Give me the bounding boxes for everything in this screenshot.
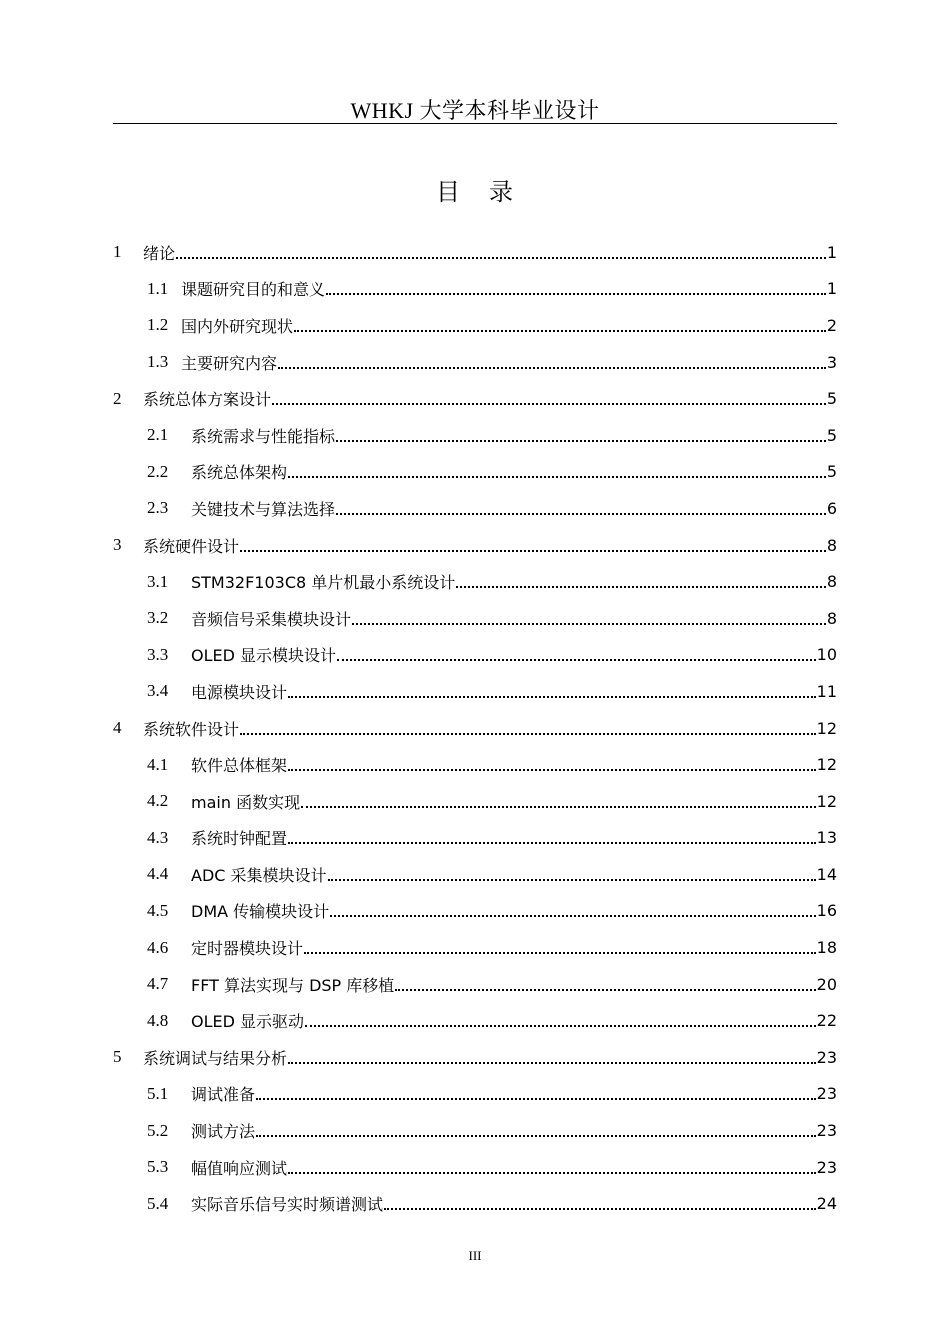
- dot-leader: [337, 658, 816, 661]
- toc-entry[interactable]: [113, 637, 837, 674]
- toc-entry-number: 1.3: [147, 352, 169, 372]
- toc-entry-page: 24: [816, 1194, 837, 1214]
- toc-entry[interactable]: [113, 1076, 837, 1113]
- toc-entry-title: 系统调试与结果分析: [143, 1048, 288, 1068]
- toc-entry-number: 4.3: [147, 827, 169, 847]
- toc-entry[interactable]: [113, 856, 837, 893]
- dot-leader: [336, 439, 826, 442]
- dot-leader: [288, 1171, 816, 1174]
- toc-entry-page: 6: [826, 498, 837, 518]
- toc-entry-number: 3.3: [147, 644, 169, 664]
- toc-entry-title: 定时器模块设计: [191, 939, 304, 959]
- toc-title-char-2: 录: [489, 178, 514, 206]
- toc-entry-title: 软件总体框架: [191, 756, 288, 776]
- toc-entry[interactable]: [113, 527, 837, 564]
- toc-entry[interactable]: [113, 307, 837, 344]
- toc-entry-title: 电源模块设计: [191, 682, 288, 702]
- dot-leader: [256, 1134, 816, 1137]
- toc-entry[interactable]: [113, 1149, 837, 1186]
- toc-entry-page: 5: [826, 389, 837, 409]
- toc-entry-title: STM32F103C8 单片机最小系统设计: [191, 573, 456, 593]
- toc-entry-page: 12: [816, 755, 837, 775]
- toc-entry[interactable]: [113, 1112, 837, 1149]
- toc-entry[interactable]: [113, 1185, 837, 1222]
- toc-entry-page: 20: [816, 974, 837, 994]
- toc-entry-page: 13: [816, 828, 837, 848]
- dot-leader: [240, 549, 826, 552]
- toc-entry-title: DMA 传输模块设计: [191, 902, 330, 922]
- toc-entry-number: 3: [113, 535, 122, 555]
- toc-entry-number: 5: [113, 1047, 122, 1067]
- toc-entry-title: 幅值响应测试: [191, 1158, 288, 1178]
- toc-entry[interactable]: [113, 1002, 837, 1039]
- toc-entry-title: 绪论: [143, 243, 176, 263]
- toc-entry[interactable]: [113, 344, 837, 381]
- toc-entry-number: 2.3: [147, 498, 169, 518]
- dot-leader: [336, 512, 826, 515]
- table-of-contents: [113, 234, 837, 1222]
- toc-entry-page: 14: [816, 864, 837, 884]
- toc-entry-number: 1: [113, 242, 122, 262]
- dot-leader: [288, 841, 816, 844]
- toc-entry[interactable]: [113, 1039, 837, 1076]
- toc-entry[interactable]: [113, 783, 837, 820]
- toc-entry-number: 1.2: [147, 315, 169, 335]
- toc-entry-page: 8: [826, 572, 837, 592]
- toc-entry[interactable]: [113, 490, 837, 527]
- toc-entry[interactable]: [113, 380, 837, 417]
- toc-entry-page: 8: [826, 608, 837, 628]
- toc-entry[interactable]: [113, 820, 837, 857]
- toc-entry-page: 11: [816, 681, 837, 701]
- toc-entry-title: OLED 显示模块设计: [191, 646, 337, 666]
- dot-leader: [288, 1061, 816, 1064]
- dot-leader: [330, 914, 815, 917]
- dot-leader: [384, 1207, 816, 1210]
- toc-entry-title: 关键技术与算法选择: [191, 499, 336, 519]
- toc-entry-number: 4.4: [147, 864, 169, 884]
- toc-entry-page: 8: [826, 535, 837, 555]
- toc-entry-number: 3.2: [147, 608, 169, 628]
- document-header-title: WHKJ 大学本科毕业设计: [350, 98, 600, 123]
- toc-entry-number: 4.1: [147, 754, 169, 774]
- toc-entry-page: 18: [816, 938, 837, 958]
- dot-leader: [304, 951, 816, 954]
- toc-entry[interactable]: [113, 746, 837, 783]
- toc-entry-page: 10: [816, 645, 837, 665]
- dot-leader: [395, 988, 815, 991]
- toc-entry-number: 1.1: [147, 278, 169, 298]
- toc-entry-number: 5.2: [147, 1120, 169, 1140]
- dot-leader: [288, 475, 826, 478]
- dot-leader: [352, 622, 826, 625]
- toc-entry-title: OLED 显示驱动: [191, 1012, 305, 1032]
- dot-leader: [301, 805, 816, 808]
- toc-entry-title: main 函数实现: [191, 792, 301, 812]
- dot-leader: [272, 402, 826, 405]
- dot-leader: [456, 585, 826, 588]
- dot-leader: [176, 256, 826, 259]
- toc-entry-title: 主要研究内容: [181, 353, 278, 373]
- dot-leader: [328, 878, 816, 881]
- toc-entry-number: 3.4: [147, 681, 169, 701]
- toc-entry-title: 课题研究目的和意义: [181, 280, 326, 300]
- toc-entry-number: 4.6: [147, 937, 169, 957]
- dot-leader: [278, 366, 826, 369]
- toc-entry-page: 16: [816, 901, 837, 921]
- toc-entry[interactable]: [113, 563, 837, 600]
- toc-title-char-1: 目: [436, 178, 461, 206]
- toc-entry-title: 系统总体方案设计: [143, 390, 272, 410]
- toc-entry[interactable]: [113, 454, 837, 491]
- toc-entry-page: 12: [816, 791, 837, 811]
- dot-leader: [288, 695, 816, 698]
- toc-entry-title: 国内外研究现状: [181, 316, 294, 336]
- page-number-footer: III: [468, 1248, 482, 1263]
- toc-entry-number: 2: [113, 388, 122, 408]
- toc-entry[interactable]: [113, 271, 837, 308]
- toc-entry-title: FFT 算法实现与 DSP 库移植: [191, 975, 395, 995]
- toc-entry-number: 4.7: [147, 974, 169, 994]
- toc-entry-number: 2.2: [147, 461, 169, 481]
- dot-leader: [305, 1024, 816, 1027]
- toc-entry-page: 5: [826, 462, 837, 482]
- toc-entry-title: 音频信号采集模块设计: [191, 609, 352, 629]
- toc-entry-page: 3: [826, 352, 837, 372]
- toc-entry-page: 2: [826, 315, 837, 335]
- header-rule: [113, 123, 837, 124]
- toc-entry[interactable]: [113, 710, 837, 747]
- toc-entry-number: 2.1: [147, 425, 169, 445]
- toc-entry-number: 4.8: [147, 1010, 169, 1030]
- dot-leader: [326, 292, 826, 295]
- toc-entry-page: 23: [816, 1157, 837, 1177]
- toc-entry-page: 23: [816, 1121, 837, 1141]
- toc-entry-page: 5: [826, 425, 837, 445]
- toc-title: [0, 172, 950, 207]
- toc-entry-title: 调试准备: [191, 1085, 256, 1105]
- toc-entry-title: 系统硬件设计: [143, 536, 240, 556]
- toc-entry[interactable]: [113, 417, 837, 454]
- toc-entry-title: 系统软件设计: [143, 719, 240, 739]
- toc-entry-title: ADC 采集模块设计: [191, 865, 327, 885]
- toc-entry-page: 1: [826, 279, 837, 299]
- toc-entry-number: 4.5: [147, 900, 169, 920]
- toc-entry-page: 12: [816, 718, 837, 738]
- toc-entry-number: 4.2: [147, 791, 169, 811]
- toc-entry[interactable]: [113, 673, 837, 710]
- toc-entry-title: 测试方法: [191, 1122, 256, 1142]
- toc-entry[interactable]: [113, 929, 837, 966]
- toc-entry-page: 23: [816, 1047, 837, 1067]
- dot-leader: [256, 1097, 816, 1100]
- toc-entry[interactable]: [113, 893, 837, 930]
- toc-entry-title: 实际音乐信号实时频谱测试: [191, 1195, 384, 1215]
- toc-entry[interactable]: [113, 966, 837, 1003]
- toc-entry[interactable]: [113, 234, 837, 271]
- toc-entry-number: 5.3: [147, 1157, 169, 1177]
- toc-entry-number: 3.1: [147, 571, 169, 591]
- toc-entry[interactable]: [113, 600, 837, 637]
- toc-entry-number: 5.4: [147, 1193, 169, 1213]
- toc-entry-number: 5.1: [147, 1083, 169, 1103]
- toc-entry-page: 23: [816, 1084, 837, 1104]
- toc-entry-title: 系统需求与性能指标: [191, 426, 336, 446]
- toc-entry-title: 系统时钟配置: [191, 829, 288, 849]
- toc-entry-number: 4: [113, 718, 122, 738]
- dot-leader: [288, 768, 816, 771]
- toc-entry-page: 1: [826, 242, 837, 262]
- dot-leader: [294, 329, 826, 332]
- dot-leader: [240, 732, 816, 735]
- toc-entry-page: 22: [816, 1011, 837, 1031]
- toc-entry-title: 系统总体架构: [191, 463, 288, 483]
